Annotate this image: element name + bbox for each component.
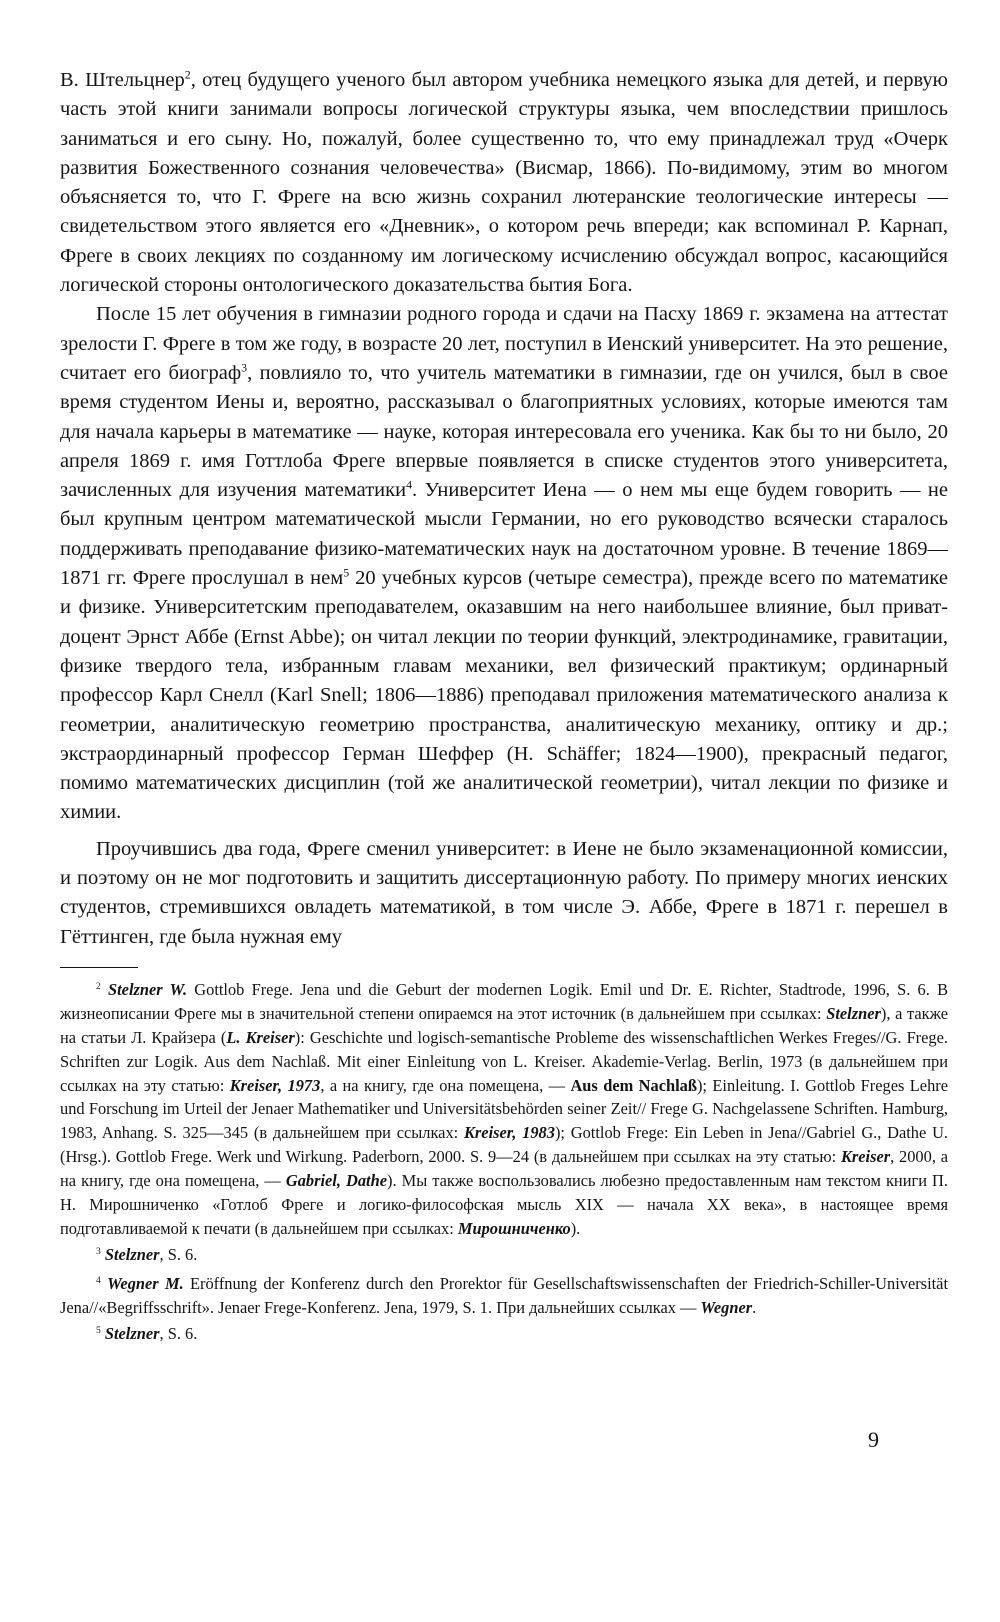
- cited-title: Aus dem Nachlaß: [570, 1075, 697, 1095]
- page-number: 9: [868, 1427, 879, 1452]
- footnotes: [60, 978, 948, 1346]
- footnote-ref: 3: [241, 360, 248, 375]
- footnote-ref: 5: [343, 565, 350, 580]
- footnote-ref: 3: [96, 1246, 101, 1257]
- cited-author: Stelzner: [826, 1003, 881, 1023]
- footnote-2: $^2$ Stelzner W. Gottlob Frege. Jena und die Geburt der modernen Logik. Emil und Dr. E. Richter, Stadtrode, 1996, S. 6. В жизнеописании Фреге мы в значительной степени опираемся на этот источник (в дальнейшем при ссылках: Stelzner), а также на статьи Л. Крайзера (L. Kreiser): Geschichte und logisch-semantische Probleme des wissenschaftlichen Werkes Freges//G. Frege. Schriften zur Logik. Aus dem Nachlaß. Mit einer Einleitung von L. Kreiser. Akademie-Verlag. Berlin, 1973 (в дальнейшем при ссылках на эту статью: Kreiser, 1973, а на книгу, где она помещена, — Aus dem Nachlaß); Einleitung. I. Gottlob Freges Lehre und Forschung im Urteil der Jenaer Mathematiker und Universitätsbehörden seiner Zeit// Frege G. Nachgelassene Schriften. Hamburg, 1983, Anhang. S. 325—345 (в дальнейшем при ссылках: Kreiser, 1983); Gottlob Frege: Ein Leben in Jena//Gabriel G., Dathe U. (Hrsg.). Gottlob Frege. Werk und Wirkung. Paderborn, 2000. S. 9—24 (в дальнейшем при ссылках на эту статью: Kreiser, 2000, а на книгу, где она помещена, — Gabriel, Dathe). Мы также воспользовались любезно предоставленным нам текстом книги П. Н. Мирошниченко «Готлоб Фреге и логико-философская мысль XIX — начала XX века», в настоящее время подготавливаемой к печати (в дальнейшем при ссылках: Мирошниченко).: [60, 979, 949, 1238]
- footnote-5: $^5$ Stelzner, S. 6.: [96, 1323, 198, 1343]
- cited-author: Wegner: [700, 1297, 753, 1317]
- paragraph: В. Штельцнер$^2$, отец будущего ученого был автором учебника немецкого языка для детей, и первую часть этой книги занимали вопросы логической структуры языка, чем впоследствии пришлось заниматься и его сыну. Но, пожалуй, более существенно то, что ему принадлежал труд «Очерк развития Божественного сознания человечества» (Висмар, 1866). По-видимому, этим во многом объясняется то, что Г. Фреге на всю жизнь сохранил лютеранские теологические интересы — свидетельством этого является его «Дневник», о котором речь впереди; как вспоминал Р. Карнап, Фреге в своих лекциях по созданному им логическому исчислению обсуждал вопрос, касающийся логической стороны онтологического доказательства бытия Бога.: [60, 67, 948, 297]
- footnote-ref: 5: [96, 1325, 101, 1336]
- cited-author: Stelzner: [104, 1323, 160, 1343]
- main-text: [60, 66, 948, 952]
- footnote-separator: [60, 967, 138, 968]
- paragraph: После 15 лет обучения в гимназии родного города и сдачи на Пасху 1869 г. экзамена на аттестат зрелости Г. Фреге в том же году, в возрасте 20 лет, поступил в Иенский университет. На это решение, считает его биограф$^3$, повлияло то, что учитель математики в гимназии, где он учился, был в свое время студентом Иены и, вероятно, рассказывал о благоприятных условиях, которые имеются там для начала карьеры в математике — науке, которая интересовала его ученика. Как бы то ни было, 20 апреля 1869 г. имя Готтлоба Фреге впервые появляется в списке студентов этого университета, зачисленных для изучения математики$^4$. Университет Иена — о нем мы еще будем говорить — не был крупным центром математической мысли Германии, но его руководство всячески старалось поддерживать преподавание физико-математических наук на достаточном уровне. В течение 1869—1871 гг. Фреге прослушал в нем$^5$ 20 учебных курсов (четыре семестра), прежде всего по математике и физике. Университетским преподавателем, оказавшим на него наибольшее влияние, был приват-доцент Эрнст Аббе (Ernst Abbe); он читал лекции по теории функций, электродинамике, гравитации, физике твердого тела, избранным главам механики, вел физический практикум; ординарный профессор Карл Снелл (Karl Snell; 1806—1886) преподавал приложения математического анализа к геометрии, аналитическую геометрию пространства, аналитическую механику, оптику и др.; экстраординарный профессор Герман Шеффер (H. Schäffer; 1824—1900), прекрасный педагог, помимо математических дисциплин (той же аналитической геометрии), читал лекции по физике и химии.: [60, 303, 948, 824]
- cited-author: Kreiser, 1973: [229, 1075, 321, 1095]
- cited-author: Wegner M.: [107, 1273, 184, 1293]
- book-page: [60, 66, 948, 1346]
- cited-author: Мирошниченко: [457, 1218, 571, 1238]
- footnote-ref: 2: [184, 67, 191, 82]
- footnote-ref: 4: [96, 1275, 101, 1286]
- cited-author: Gabriel, Dathe: [285, 1171, 387, 1191]
- footnote-4: $^4$ Wegner M. Eröffnung der Konferenz durch den Prorektor für Gesellschaftswissenschaften der Friedrich-Schiller-Universität Jena//«Begriffsschrift». Jenaer Frege-Konferenz. Jena, 1979, S. 1. При дальнейших ссылках — Wegner.: [60, 1273, 949, 1317]
- cited-author: Kreiser: [840, 1147, 891, 1167]
- footnote-ref: 4: [406, 477, 412, 492]
- cited-author: Stelzner: [104, 1244, 160, 1264]
- cited-author: Kreiser, 1983: [464, 1123, 555, 1143]
- footnote-3: $^3$ Stelzner, S. 6.: [96, 1244, 198, 1264]
- paragraph: Проучившись два года, Фреге сменил университет: в Иене не было экзаменационной комиссии, и поэтому он не мог подготовить и защитить диссертационную работу. По примеру многих иенских студентов, стремившихся овладеть математикой, в том числе Э. Аббе, Фреге в 1871 г. перешел в Гёттинген, где была нужная ему: [60, 837, 948, 948]
- cited-author: Stelzner W.: [108, 979, 188, 999]
- footnote-ref: 2: [96, 982, 101, 993]
- cited-author: L. Kreiser: [226, 1027, 295, 1047]
